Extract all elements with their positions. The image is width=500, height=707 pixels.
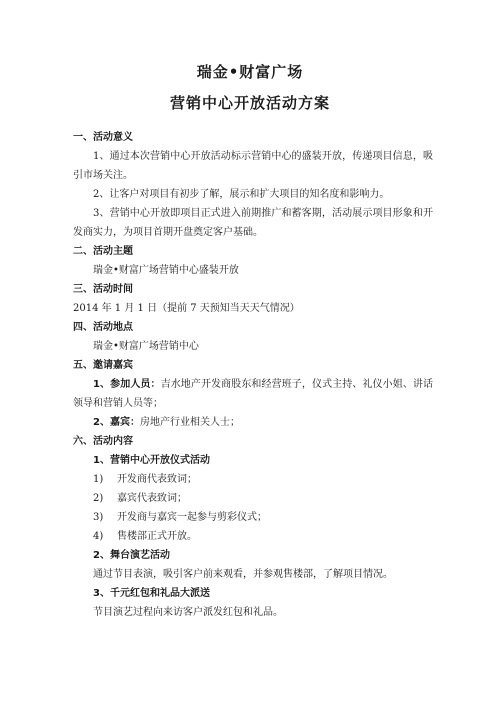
paragraph: 3、营销中心开放即项目正式进入前期推广和蓄客期，活动展示项目形象和开发商实力，为项目首期开盘奠定客户基础。	[73, 208, 433, 238]
list-item	[73, 527, 433, 546]
paragraph	[73, 413, 433, 432]
section-heading-significance: 一、活动意义	[73, 132, 133, 143]
list-text: 售楼部正式开放。	[117, 531, 197, 542]
guests-text: 房地产行业相关人士；	[139, 417, 240, 428]
document-subtitle: 营销中心开放活动方案	[169, 94, 330, 112]
section-heading-guests: 五、邀请嘉宾	[73, 360, 133, 371]
list-item	[73, 508, 433, 527]
list-number: 2)	[93, 493, 104, 504]
paragraph	[73, 375, 433, 413]
section-heading-location: 四、活动地点	[73, 322, 133, 333]
location-text: 瑞金•财富广场营销中心	[93, 341, 199, 352]
section-heading-theme: 二、活动主题	[73, 246, 133, 257]
subheading-ceremony: 1、营销中心开放仪式活动	[93, 455, 210, 466]
participants-text: 吉水地产开发商股东和经营班子，仪式主持、礼仪小姐、讲话领导和营销人员等；	[73, 379, 433, 409]
paragraph: 1、通过本次营销中心开放活动标示营销中心的盛装开放，传递项目信息，吸引市场关注。	[73, 151, 433, 181]
list-item	[73, 470, 433, 489]
subheading-stage: 2、舞台演艺活动	[93, 550, 170, 561]
list-text: 开发商代表致词；	[117, 474, 197, 485]
list-text: 开发商与嘉宾一起参与剪彩仪式；	[117, 512, 267, 523]
section-heading-content: 六、活动内容	[73, 436, 133, 447]
document-body	[73, 128, 433, 622]
section-heading-time: 三、活动时间	[73, 284, 133, 295]
giveaway-text: 节目演艺过程向来访客户派发红包和礼品。	[93, 607, 283, 618]
list-text: 嘉宾代表致词；	[117, 493, 187, 504]
list-number: 4)	[93, 531, 104, 542]
list-number: 1)	[93, 474, 104, 485]
document-title: 瑞金•财富广场	[196, 63, 304, 81]
paragraph: 2、让客户对项目有初步了解，展示和扩大项目的知名度和影响力。	[93, 189, 390, 200]
stage-text: 通过节目表演，吸引客户前来观看，并参观售楼部，了解项目情况。	[93, 569, 393, 580]
theme-text: 瑞金•财富广场营销中心盛装开放	[93, 265, 239, 276]
participants-label: 1、参加人员：	[93, 379, 161, 390]
list-number: 3)	[93, 512, 104, 523]
time-text: 2014 年 1 月 1 日（提前 7 天预知当天天气情况）	[73, 303, 300, 314]
guests-label: 2、嘉宾：	[93, 417, 140, 428]
subheading-giveaway: 3、千元红包和礼品大派送	[93, 588, 210, 599]
list-item	[73, 489, 433, 508]
